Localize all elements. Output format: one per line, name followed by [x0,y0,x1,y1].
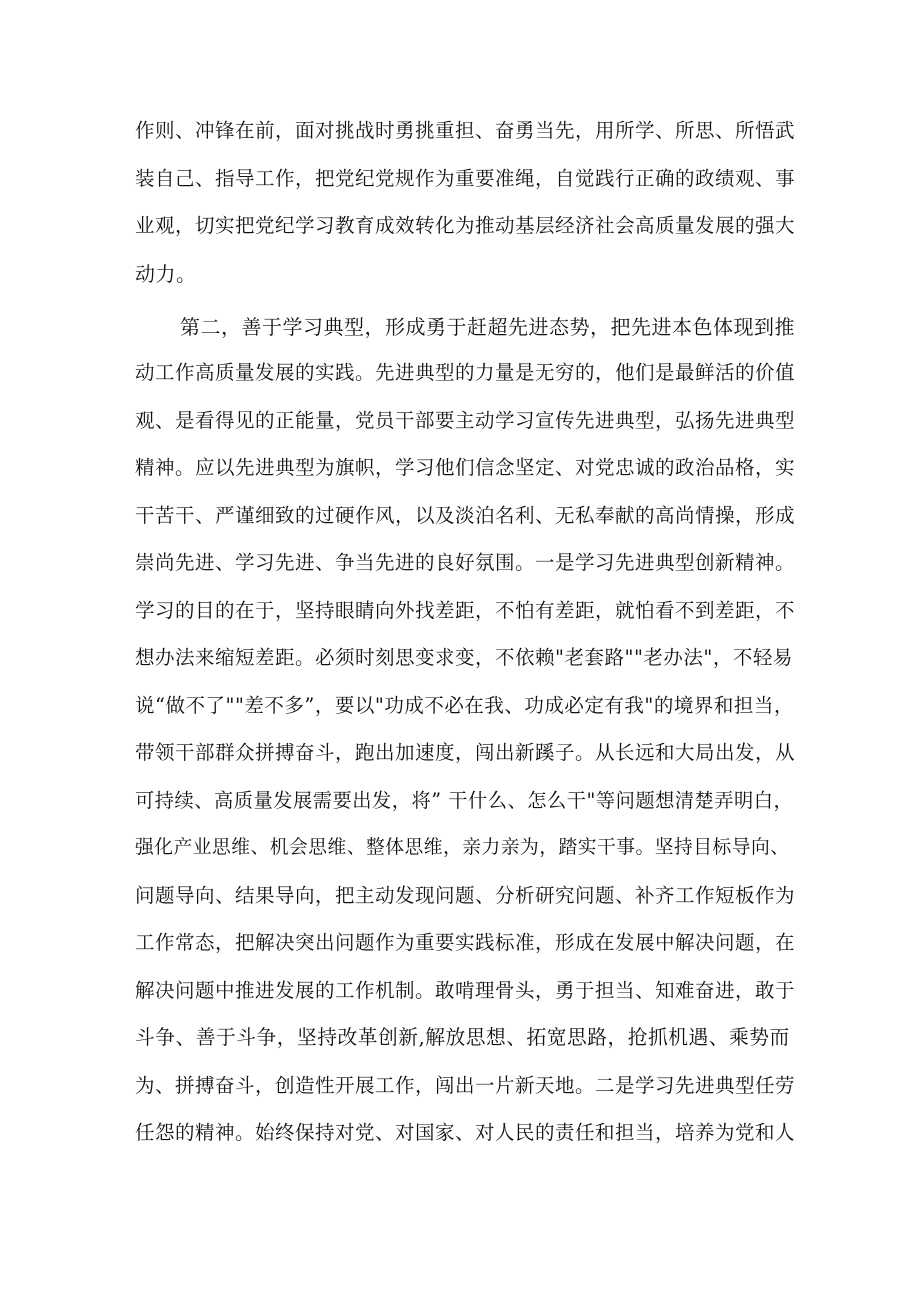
paragraph-2-line-6: 崇尚先进、学习先进、争当先进的良好氛围。一是学习先进典型创新精神。 [135,551,796,574]
paragraph-1-line-3: 业观，切实把党纪学习教育成效转化为推动基层经济社会高质量发展的强大 [135,214,796,237]
paragraph-1-line-4: 动力。 [135,262,197,286]
paragraph-2-line-5: 干苦干、严谨细致的过硬作风，以及淡泊名利、无私奉献的高尚情操，形成 [135,504,796,527]
paragraph-2-line-17: 为、拼搏奋斗，创造性开展工作，闯出一片新天地。二是学习先进典型任劳 [135,1074,796,1097]
paragraph-2-line-10: 带领干部群众拼搏奋斗，跑出加速度，闯出新蹊子。从长远和大局出发，从 [135,741,796,764]
paragraph-2-line-13: 问题导向、结果导向，把主动发现问题、分析研究问题、补齐工作短板作为 [135,884,796,907]
paragraph-2-line-16: 斗争、善于斗争，坚持改革创新,解放思想、拓宽思路，抢抓机遇、乘势而 [135,1026,790,1049]
paragraph-2-line-3: 观、是看得见的正能量，党员干部要主动学习宣传先进典型，弘扬先进典型 [135,409,796,432]
paragraph-2-line-14: 工作常态，把解决突出问题作为重要实践标准，形成在发展中解决问题，在 [135,931,796,954]
paragraph-2-line-7: 学习的目的在于，坚持眼睛向外找差距，不怕有差距，就怕看不到差距，不 [135,599,796,622]
paragraph-2-line-9: 说“做不了""差不多”，要以"功成不必在我、功成必定有我"的境界和担当， [135,694,794,717]
paragraph-2-line-15: 解决问题中推进发展的工作机制。敢啃理骨头，勇于担当、知难奋进，敢于 [135,979,796,1002]
paragraph-2-line-18: 任怨的精神。始终保持对党、对国家、对人民的责任和担当，培养为党和人 [135,1121,796,1144]
paragraph-2-line-11: 可持续、高质量发展需要出发，将” 干什么、怎么干"等问题想清楚弄明白， [135,789,794,812]
paragraph-2-line-1: 第二，善于学习典型，形成勇于赶超先进态势，把先进本色体现到推 [180,315,795,339]
paragraph-2-line-4: 精神。应以先进典型为旗帜，学习他们信念坚定、对党忠诚的政治品格，实 [135,456,796,479]
paragraph-1-line-2: 装自己、指导工作，把党纪党规作为重要准绳，自觉践行正确的政绩观、事 [135,167,796,190]
paragraph-1-line-1: 作则、冲锋在前，面对挑战时勇挑重担、奋勇当先，用所学、所思、所悟武 [135,119,796,142]
paragraph-2-line-8: 想办法来缩短差距。必须时刻思变求变，不依赖"老套路""老办法"，不轻易 [135,646,793,669]
paragraph-2-line-12: 强化产业思维、机会思维、整体思维，亲力亲为，踏实干事。坚持目标导向、 [135,837,790,858]
paragraph-2-line-2: 动工作高质量发展的实践。先进典型的力量是无穷的，他们是最鲜活的价值 [135,361,796,384]
